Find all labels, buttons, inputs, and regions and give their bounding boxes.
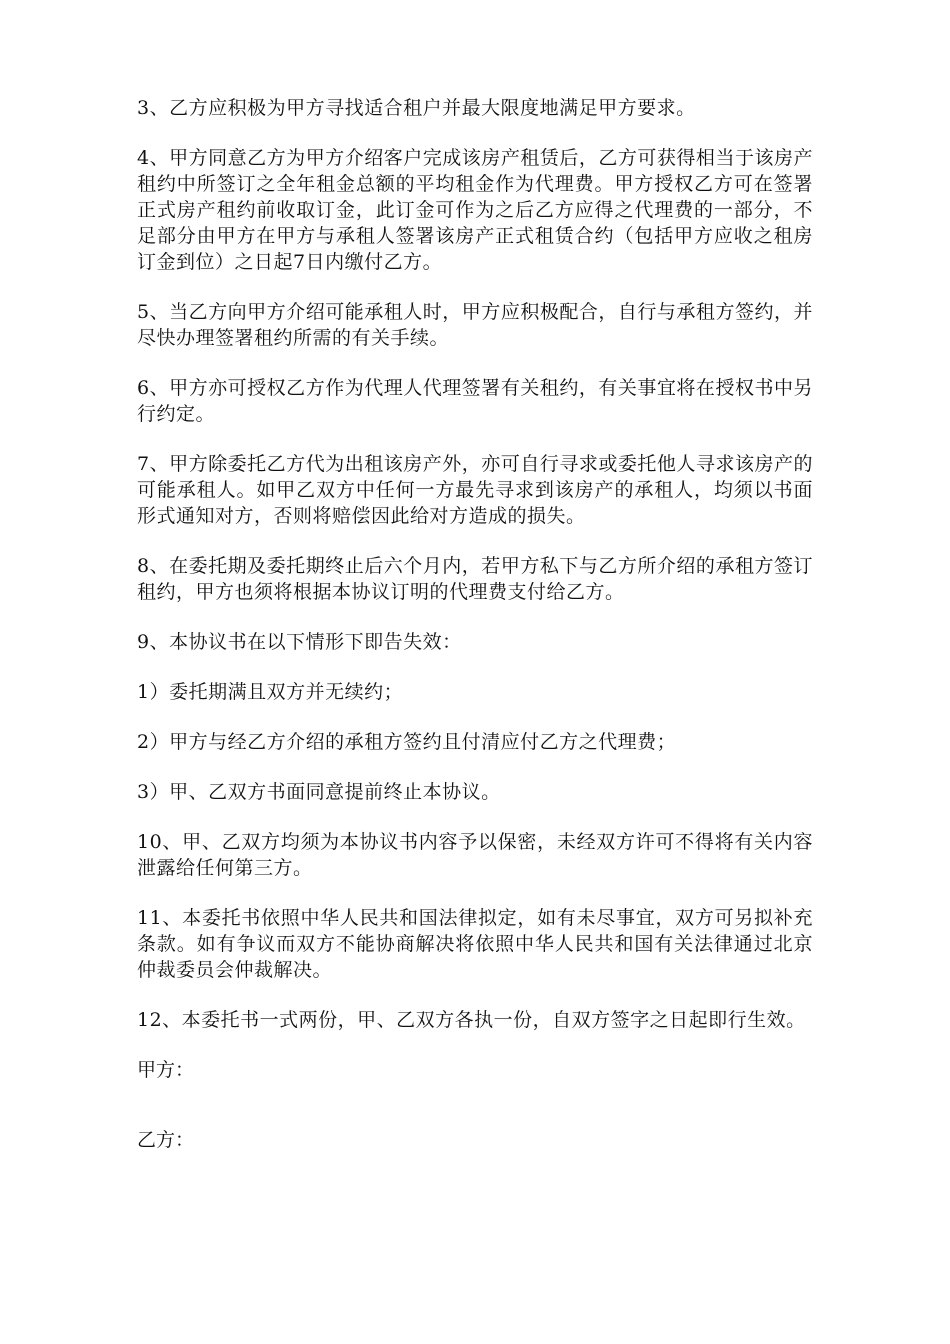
clause-7: 7、甲方除委托乙方代为出租该房产外，亦可自行寻求或委托他人寻求该房产的可能承租人。如甲乙双方中任何一方最先寻求到该房产的承租人，均须以书面形式通知对方，否则将赔偿因此给对方造成的损失。 — [137, 453, 813, 527]
clause-3: 3、乙方应积极为甲方寻找适合租户并最大限度地满足甲方要求。 — [137, 97, 696, 119]
party-b-signature-label: 乙方： — [137, 1129, 195, 1151]
clause-6: 6、甲方亦可授权乙方作为代理人代理签署有关租约，有关事宜将在授权书中另行约定。 — [137, 377, 813, 425]
clause-12: 12、本委托书一式两份，甲、乙双方各执一份，自双方签字之日起即行生效。 — [137, 1009, 806, 1031]
clause-4: 4、甲方同意乙方为甲方介绍客户完成该房产租赁后，乙方可获得相当于该房产租约中所签订之全年租金总额的平均租金作为代理费。甲方授权乙方可在签署正式房产租约前收取订金，此订金可作为之后乙方应得之代理费的一部分，不足部分由甲方在甲方与承租人签署该房产正式租赁合约（包括甲方应收之租房订金到位）之日起7日内缴付乙方。 — [137, 147, 813, 273]
clause-9-item-3: 3）甲、乙双方书面同意提前终止本协议。 — [137, 781, 501, 803]
clause-11: 11、本委托书依照中华人民共和国法律拟定，如有未尽事宜，双方可另拟补充条款。如有争议而双方不能协商解决将依照中华人民共和国有关法律通过北京仲裁委员会仲裁解决。 — [137, 907, 813, 981]
document-body — [137, 95, 813, 1153]
clause-10: 10、甲、乙双方均须为本协议书内容予以保密，未经双方许可不得将有关内容泄露给任何第三方。 — [137, 831, 813, 879]
party-a-signature-label: 甲方： — [137, 1059, 195, 1081]
clause-8: 8、在委托期及委托期终止后六个月内，若甲方私下与乙方所介绍的承租方签订租约，甲方也须将根据本协议订明的代理费支付给乙方。 — [137, 555, 813, 603]
clause-9-item-2: 2）甲方与经乙方介绍的承租方签约且付清应付乙方之代理费； — [137, 731, 677, 753]
clause-5: 5、当乙方向甲方介绍可能承租人时，甲方应积极配合，自行与承租方签约，并尽快办理签署租约所需的有关手续。 — [137, 301, 813, 349]
clause-9: 9、本协议书在以下情形下即告失效： — [137, 631, 462, 653]
clause-9-item-1: 1）委托期满且双方并无续约； — [137, 681, 404, 703]
